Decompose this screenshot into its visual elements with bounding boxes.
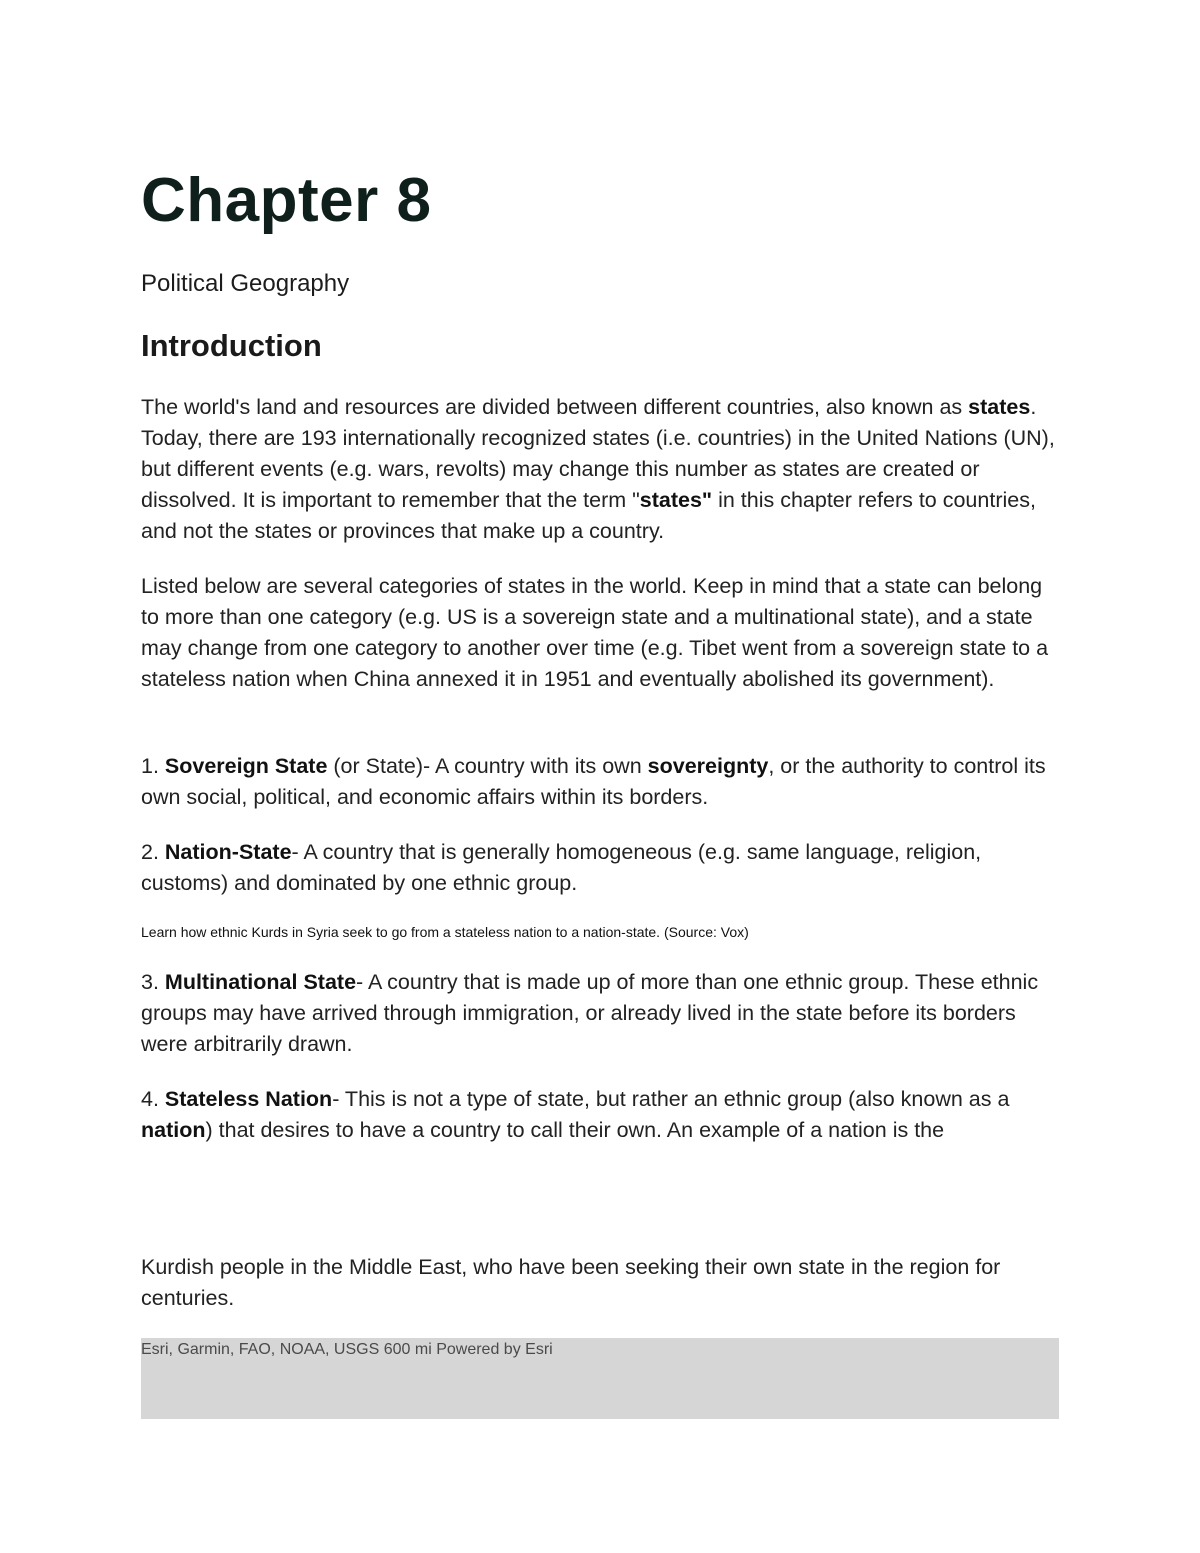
video-caption: Learn how ethnic Kurds in Syria seek to go from a stateless nation to a nation-state. (Source: Vox) xyxy=(141,924,749,940)
list-item-text: (or State)- A country with its own xyxy=(327,754,648,778)
embedded-map[interactable] xyxy=(141,1338,1059,1419)
map-powered-by[interactable]: Powered by Esri xyxy=(436,1341,553,1358)
kurdish-paragraph: Kurdish people in the Middle East, who have been seeking their own state in the region for centuries. xyxy=(141,1255,1001,1310)
chapter-subtitle: Political Geography xyxy=(141,270,350,297)
section-heading-introduction: Introduction xyxy=(141,328,322,363)
list-item-sovereign-state xyxy=(141,751,1059,813)
term-sovereign-state: Sovereign State xyxy=(164,754,328,778)
chapter-title: Chapter 8 xyxy=(141,166,432,235)
intro-paragraph-1 xyxy=(141,392,1059,547)
term-nation-state: Nation-State xyxy=(164,840,292,864)
list-item-text: - A country that is generally homogeneous (e.g. same language, religion, customs) and dominated by one ethnic group. xyxy=(141,840,982,895)
list-item-stateless-nation xyxy=(141,1084,1059,1146)
list-item-multinational-state xyxy=(141,967,1059,1060)
term-states: states xyxy=(968,395,1031,419)
map-attribution xyxy=(141,1340,553,1360)
map-attribution-sources: Esri, Garmin, FAO, NOAA, USGS xyxy=(141,1341,380,1358)
intro-paragraph-2: Listed below are several categories of states in the world. Keep in mind that a state can belong to more than one category (e.g. US is a sovereign state and a multinational state), and a state may change from one category to another over time (e.g. Tibet went from a sovereign state to a stateless nation when China annexed it in 1951 and eventually abolished its government). xyxy=(141,574,1049,691)
term-states-quoted: states" xyxy=(639,488,713,512)
list-item-text: , or the authority to control its own social, political, and economic affairs within its borders. xyxy=(141,754,1046,809)
list-item-text: ) that desires to have a country to call their own. An example of a nation is the xyxy=(205,1118,945,1142)
term-multinational-state: Multinational State xyxy=(164,970,357,994)
list-item-text: - This is not a type of state, but rather an ethnic group (also known as a xyxy=(332,1087,1010,1111)
list-number: 2. xyxy=(141,840,165,864)
list-item-text: - A country that is made up of more than one ethnic group. These ethnic groups may have arrived through immigration, or already lived in the state before its borders were arbitrarily drawn. xyxy=(141,970,1039,1056)
intro-p1-text-a: The world's land and resources are divided between different countries, also known as xyxy=(141,395,969,419)
list-number: 3. xyxy=(141,970,165,994)
list-number: 4. xyxy=(141,1087,165,1111)
term-nation: nation xyxy=(141,1118,206,1142)
term-stateless-nation: Stateless Nation xyxy=(164,1087,333,1111)
list-number: 1. xyxy=(141,754,165,778)
list-item-nation-state xyxy=(141,837,1059,899)
intro-p1-text-c: . Today, there are 193 internationally recognized states (i.e. countries) in the United Nations (UN), but different events (e.g. wars, revolts) may change this number as states are created or dissolved. It is important to remember that the term " xyxy=(141,395,1055,512)
map-scale-label: 600 mi xyxy=(383,1341,432,1358)
term-sovereignty: sovereignty xyxy=(647,754,769,778)
intro-p1-text-e: in this chapter refers to countries, and not the states or provinces that make up a country. xyxy=(141,488,1036,543)
